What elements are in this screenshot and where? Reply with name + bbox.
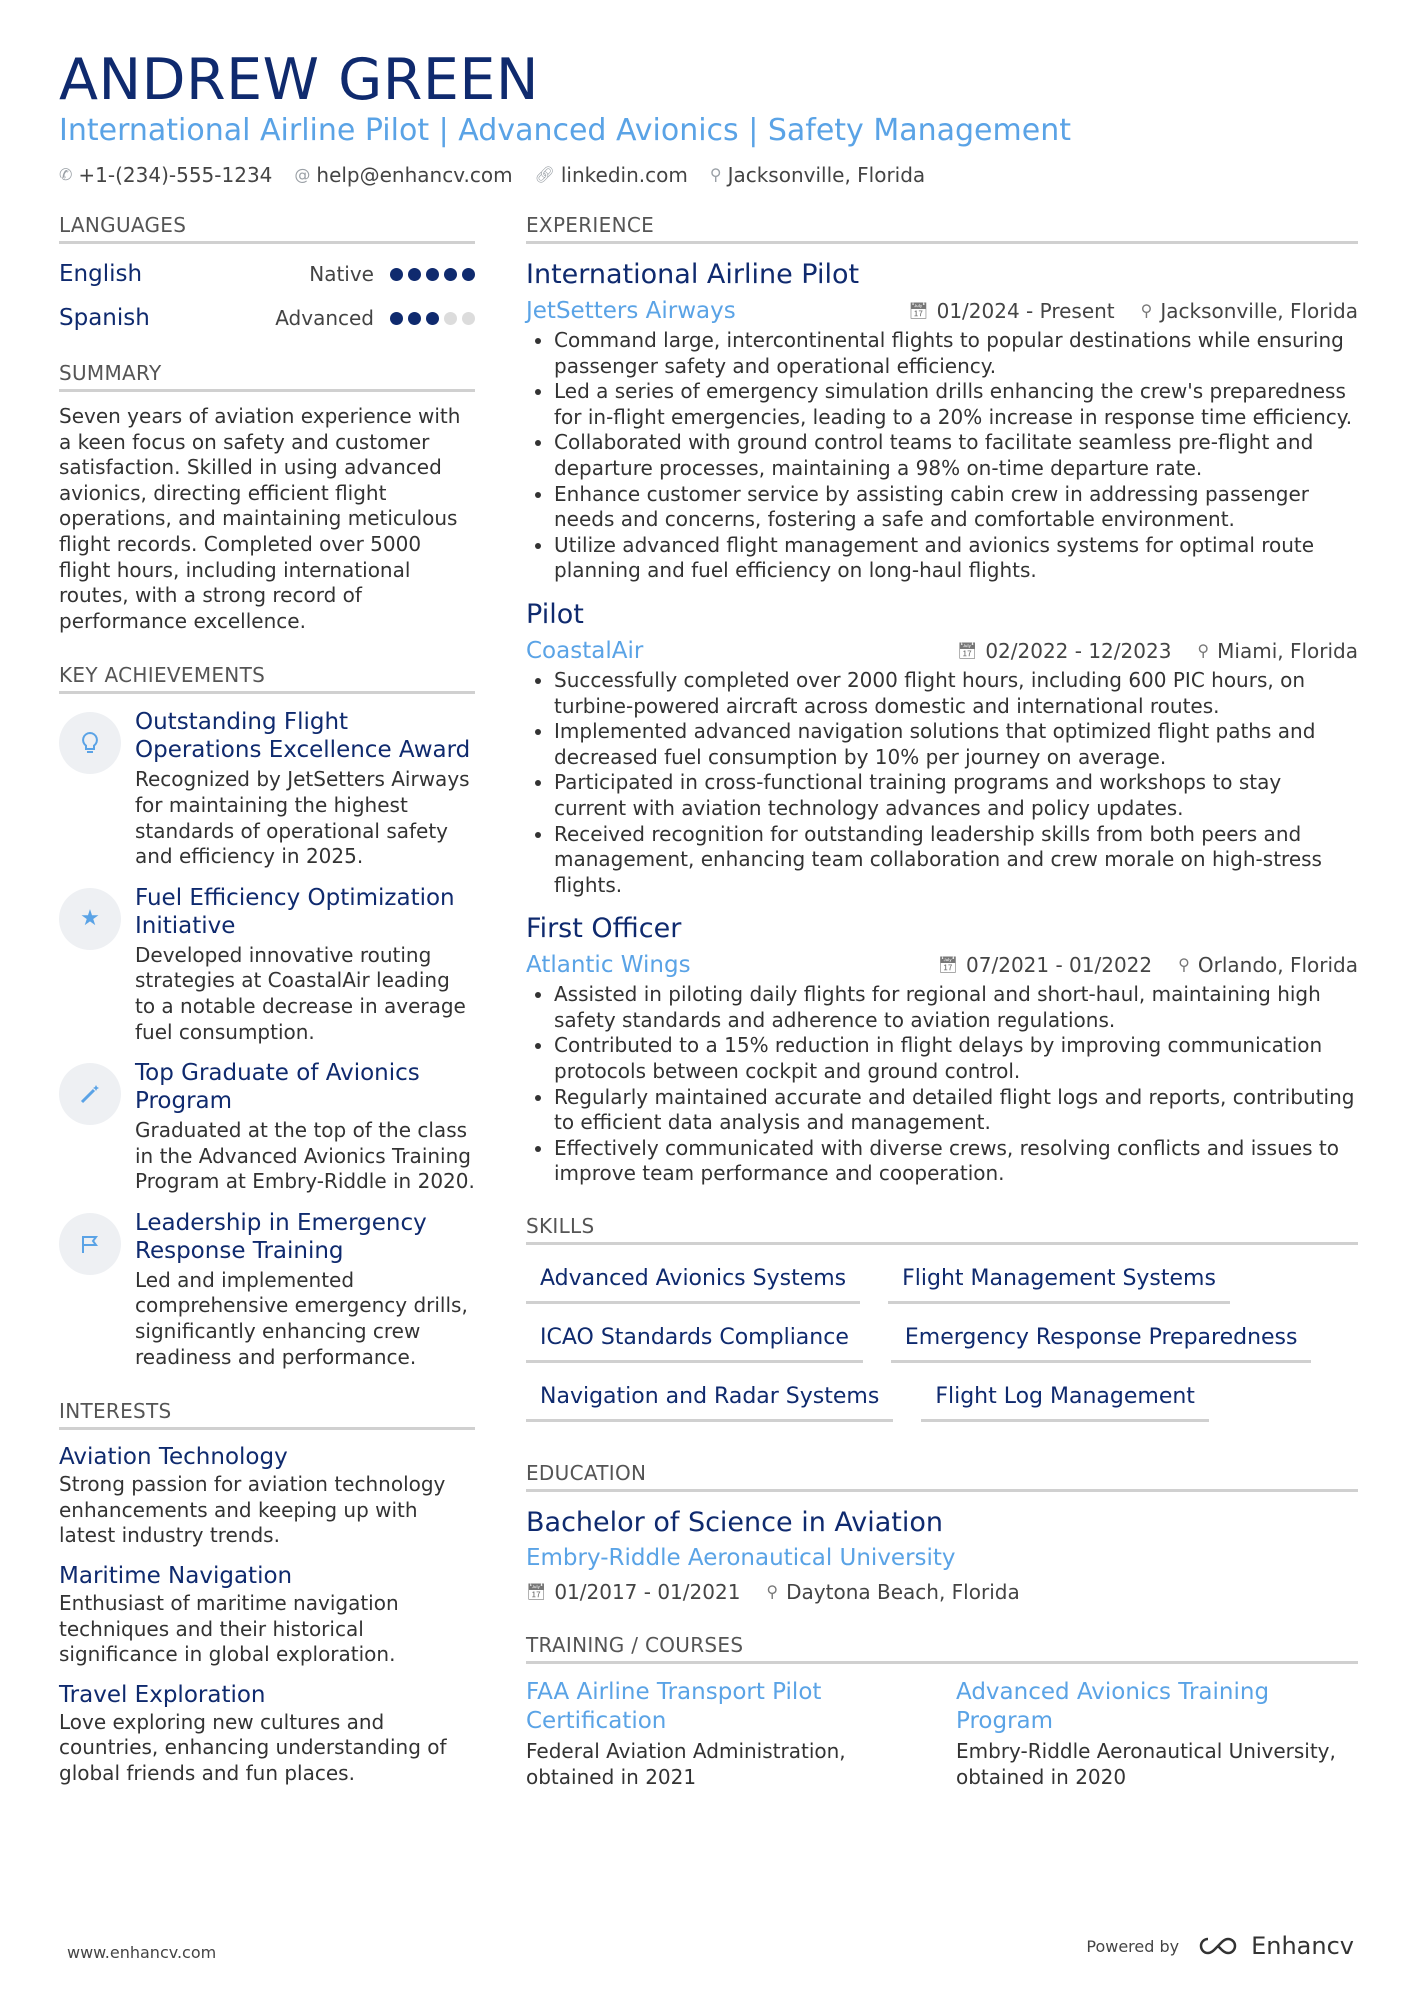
interest-title: Travel Exploration bbox=[59, 1681, 266, 1708]
achievement-title: Leadership in Emergency Response Training bbox=[135, 1209, 427, 1264]
job-entry bbox=[526, 598, 1358, 898]
course-description: Embry-Riddle Aeronautical University, obtained in 2020 bbox=[956, 1739, 1336, 1789]
job-title: First Officer bbox=[526, 913, 682, 945]
course-item bbox=[526, 1678, 928, 1790]
achievement-item bbox=[59, 1059, 475, 1195]
calendar-icon: 📅︎ bbox=[957, 640, 978, 660]
skill-tag: Navigation and Radar Systems bbox=[526, 1375, 893, 1422]
powered-by-label: Powered by bbox=[1086, 1936, 1180, 1956]
job-location: Jacksonville, Florida bbox=[1160, 299, 1358, 323]
proficiency-dot-filled bbox=[408, 312, 421, 325]
proficiency-dot-empty bbox=[444, 312, 457, 325]
languages-list bbox=[59, 252, 475, 340]
interests-heading: INTERESTS bbox=[59, 1398, 475, 1430]
interest-description: Strong passion for aviation technology enhancements and keeping up with latest industry trends. bbox=[59, 1472, 446, 1548]
job-bullet: • Enhance customer service by assisting cabin crew in addressing passenger needs and concerns, fostering a safe and comfortable environment. bbox=[554, 482, 1358, 533]
interest-description: Love exploring new cultures and countries, enhancing understanding of global friends and fun places. bbox=[59, 1709, 447, 1785]
brand-logo[interactable] bbox=[1195, 1932, 1354, 1960]
achievement-item bbox=[59, 884, 475, 1045]
experience-heading: EXPERIENCE bbox=[526, 212, 1358, 244]
lightbulb-icon bbox=[59, 712, 121, 774]
location-pin-icon: ⚲ bbox=[766, 1582, 779, 1602]
contact-linkedin[interactable] bbox=[535, 161, 688, 189]
contact-location bbox=[710, 161, 925, 189]
right-column bbox=[526, 212, 1358, 1790]
job-bullet: • Effectively communicated with diverse crews, resolving conflicts and issues to improve team performance and cooperation. bbox=[554, 1136, 1358, 1187]
languages-heading: LANGUAGES bbox=[59, 212, 475, 244]
interest-title: Aviation Technology bbox=[59, 1444, 288, 1471]
achievements-heading: KEY ACHIEVEMENTS bbox=[59, 662, 475, 694]
phone-icon: ✆ bbox=[59, 165, 73, 184]
achievement-title: Top Graduate of Avionics Program bbox=[135, 1060, 420, 1115]
course-title: FAA Airline Transport Pilot Certification bbox=[526, 1679, 822, 1735]
achievement-title: Outstanding Flight Operations Excellence Award bbox=[135, 709, 471, 764]
skills-heading: SKILLS bbox=[526, 1213, 1358, 1245]
skill-tag: Flight Management Systems bbox=[888, 1257, 1230, 1304]
skills-list bbox=[526, 1257, 1358, 1434]
proficiency-dot-filled bbox=[390, 268, 403, 281]
skill-tag: ICAO Standards Compliance bbox=[526, 1316, 863, 1363]
proficiency-dot-filled bbox=[462, 268, 475, 281]
interest-item bbox=[59, 1680, 475, 1787]
achievement-description: Developed innovative routing strategies at CoastalAir leading to a notable decrease in average fuel consumption. bbox=[135, 942, 466, 1044]
achievement-description: Recognized by JetSetters Airways for maintaining the highest standards of operational safety and efficiency in 2025. bbox=[135, 767, 470, 869]
company-name: JetSetters Airways bbox=[526, 298, 736, 324]
job-bullet: • Contributed to a 15% reduction in flight delays by improving communication protocols between cockpit and ground control. bbox=[554, 1033, 1358, 1084]
interests-list bbox=[59, 1442, 475, 1786]
achievement-title: Fuel Efficiency Optimization Initiative bbox=[135, 884, 455, 939]
job-dates: 02/2022 - 12/2023 bbox=[985, 638, 1172, 663]
proficiency-dots bbox=[390, 268, 475, 281]
courses-list bbox=[526, 1678, 1358, 1790]
proficiency-dot-filled bbox=[444, 268, 457, 281]
course-item bbox=[956, 1678, 1358, 1790]
achievements-list bbox=[59, 708, 475, 1370]
location-pin-icon: ⚲ bbox=[1140, 301, 1153, 320]
job-bullet: • Led a series of emergency simulation drills enhancing the crew's preparedness for in-flight emergencies, leading to a 20% increase in response time efficiency. bbox=[554, 379, 1358, 430]
job-entry bbox=[526, 258, 1358, 584]
link-icon: 🔗︎ bbox=[534, 165, 555, 184]
enhancv-logo-icon bbox=[1195, 1935, 1241, 1957]
language-level: Advanced bbox=[275, 306, 374, 330]
language-name: Spanish bbox=[59, 305, 150, 331]
education-location: Daytona Beach, Florida bbox=[786, 1580, 1020, 1605]
job-bullet: • Received recognition for outstanding leadership skills from both peers and management, enhancing team collaboration and crew morale on high-stress flights. bbox=[554, 822, 1358, 899]
left-column bbox=[59, 212, 475, 1787]
job-bullets bbox=[526, 328, 1358, 584]
job-bullet: • Implemented advanced navigation solutions that optimized flight paths and decreased fuel consumption by 10% per journey on average. bbox=[554, 719, 1358, 770]
job-bullet: • Command large, intercontinental flights to popular destinations while ensuring passenger safety and operational efficiency. bbox=[554, 328, 1358, 379]
linkedin-text: linkedin.com bbox=[560, 163, 688, 187]
job-bullet: • Participated in cross-functional training programs and workshops to stay current with aviation technology advances and policy updates. bbox=[554, 770, 1358, 821]
footer-website[interactable]: www.enhancv.com bbox=[67, 1943, 217, 1962]
degree-title: Bachelor of Science in Aviation bbox=[526, 1507, 944, 1539]
interest-title: Maritime Navigation bbox=[59, 1563, 293, 1590]
job-bullet: • Utilize advanced flight management and avionics systems for optimal route planning and fuel efficiency on long-haul flights. bbox=[554, 533, 1358, 584]
job-bullets bbox=[526, 982, 1358, 1187]
skill-tag: Emergency Response Preparedness bbox=[891, 1316, 1312, 1363]
brand-name: Enhancv bbox=[1251, 1932, 1354, 1960]
achievement-description: Graduated at the top of the class in the Advanced Avionics Training Program at Embry-Riddle in 2020. bbox=[135, 1118, 475, 1194]
job-bullet: • Collaborated with ground control teams to facilitate seamless pre-flight and departure processes, maintaining a 98% on-time departure rate. bbox=[554, 430, 1358, 481]
job-bullet: • Successfully completed over 2000 flight hours, including 600 PIC hours, on turbine-powered aircraft across domestic and international routes. bbox=[554, 668, 1358, 719]
magic-wand-icon bbox=[59, 1063, 121, 1125]
calendar-icon: 📅︎ bbox=[937, 955, 959, 975]
job-title: Pilot bbox=[526, 598, 584, 630]
company-name: Atlantic Wings bbox=[526, 952, 691, 979]
proficiency-dot-filled bbox=[426, 268, 439, 281]
job-dates: 01/2024 - Present bbox=[936, 299, 1115, 323]
calendar-icon: 📅︎ bbox=[526, 1582, 547, 1602]
education-dates: 01/2017 - 01/2021 bbox=[554, 1580, 741, 1605]
job-bullet: • Assisted in piloting daily flights for regional and short-haul, maintaining high safety standards and adherence to aviation regulations. bbox=[554, 982, 1358, 1033]
candidate-name: ANDREW GREEN bbox=[59, 47, 540, 113]
summary-heading: SUMMARY bbox=[59, 360, 475, 392]
job-title: International Airline Pilot bbox=[526, 259, 860, 290]
proficiency-dot-empty bbox=[462, 312, 475, 325]
summary-text: Seven years of aviation experience with a keen focus on safety and customer satisfaction. Skilled in using advanced avionics, directing efficient flight operations, and maintaining meticulous flight records. Completed over 5000 flight hours, including international routes, with a strong record of performance excellence. bbox=[59, 404, 461, 633]
footer-branding bbox=[1086, 1932, 1354, 1960]
proficiency-dot-filled bbox=[408, 268, 421, 281]
proficiency-dots bbox=[390, 312, 475, 325]
education-entry bbox=[526, 1506, 1358, 1606]
location-pin-icon: ⚲ bbox=[1178, 955, 1190, 975]
language-name: English bbox=[59, 261, 143, 287]
course-description: Federal Aviation Administration, obtained in 2021 bbox=[526, 1739, 846, 1789]
course-title: Advanced Avionics Training Program bbox=[956, 1679, 1270, 1735]
training-heading: TRAINING / COURSES bbox=[526, 1632, 1358, 1664]
language-level: Native bbox=[309, 262, 374, 286]
job-entry bbox=[526, 912, 1358, 1187]
contact-bar bbox=[59, 161, 925, 189]
education-heading: EDUCATION bbox=[526, 1460, 1358, 1492]
at-icon: @ bbox=[294, 165, 311, 184]
job-location: Orlando, Florida bbox=[1197, 953, 1358, 978]
proficiency-dot-filled bbox=[426, 312, 439, 325]
proficiency-dot-filled bbox=[390, 312, 403, 325]
location-pin-icon: ⚲ bbox=[1197, 640, 1210, 660]
location-text: Jacksonville, Florida bbox=[727, 163, 926, 187]
achievement-item bbox=[59, 708, 475, 869]
job-dates: 07/2021 - 01/2022 bbox=[966, 953, 1153, 978]
contact-email[interactable] bbox=[294, 161, 512, 189]
achievement-item bbox=[59, 1209, 475, 1370]
language-row bbox=[59, 296, 475, 340]
job-location: Miami, Florida bbox=[1217, 638, 1358, 663]
interest-item bbox=[59, 1442, 475, 1549]
skill-tag: Flight Log Management bbox=[921, 1375, 1209, 1422]
email-text: help@enhancv.com bbox=[316, 163, 513, 187]
star-icon: ★ bbox=[59, 888, 121, 950]
school-name: Embry-Riddle Aeronautical University bbox=[526, 1545, 956, 1572]
job-bullets bbox=[526, 668, 1358, 898]
interest-description: Enthusiast of maritime navigation techniques and their historical significance in global exploration. bbox=[59, 1591, 399, 1667]
language-row bbox=[59, 252, 475, 296]
flag-icon bbox=[59, 1213, 121, 1275]
job-bullet: • Regularly maintained accurate and detailed flight logs and reports, contributing to efficient data analysis and management. bbox=[554, 1085, 1358, 1136]
headline: International Airline Pilot | Advanced Avionics | Safety Management bbox=[59, 113, 1071, 148]
contact-phone[interactable] bbox=[59, 161, 272, 189]
interest-item bbox=[59, 1561, 475, 1668]
skill-tag: Advanced Avionics Systems bbox=[526, 1257, 860, 1304]
calendar-icon: 📅︎ bbox=[908, 301, 929, 320]
company-name: CoastalAir bbox=[526, 637, 644, 664]
location-pin-icon: ⚲ bbox=[709, 165, 722, 184]
phone-text: +1-(234)-555-1234 bbox=[78, 163, 273, 187]
achievement-description: Led and implemented comprehensive emergency drills, significantly enhancing crew readiness and performance. bbox=[135, 1267, 468, 1369]
